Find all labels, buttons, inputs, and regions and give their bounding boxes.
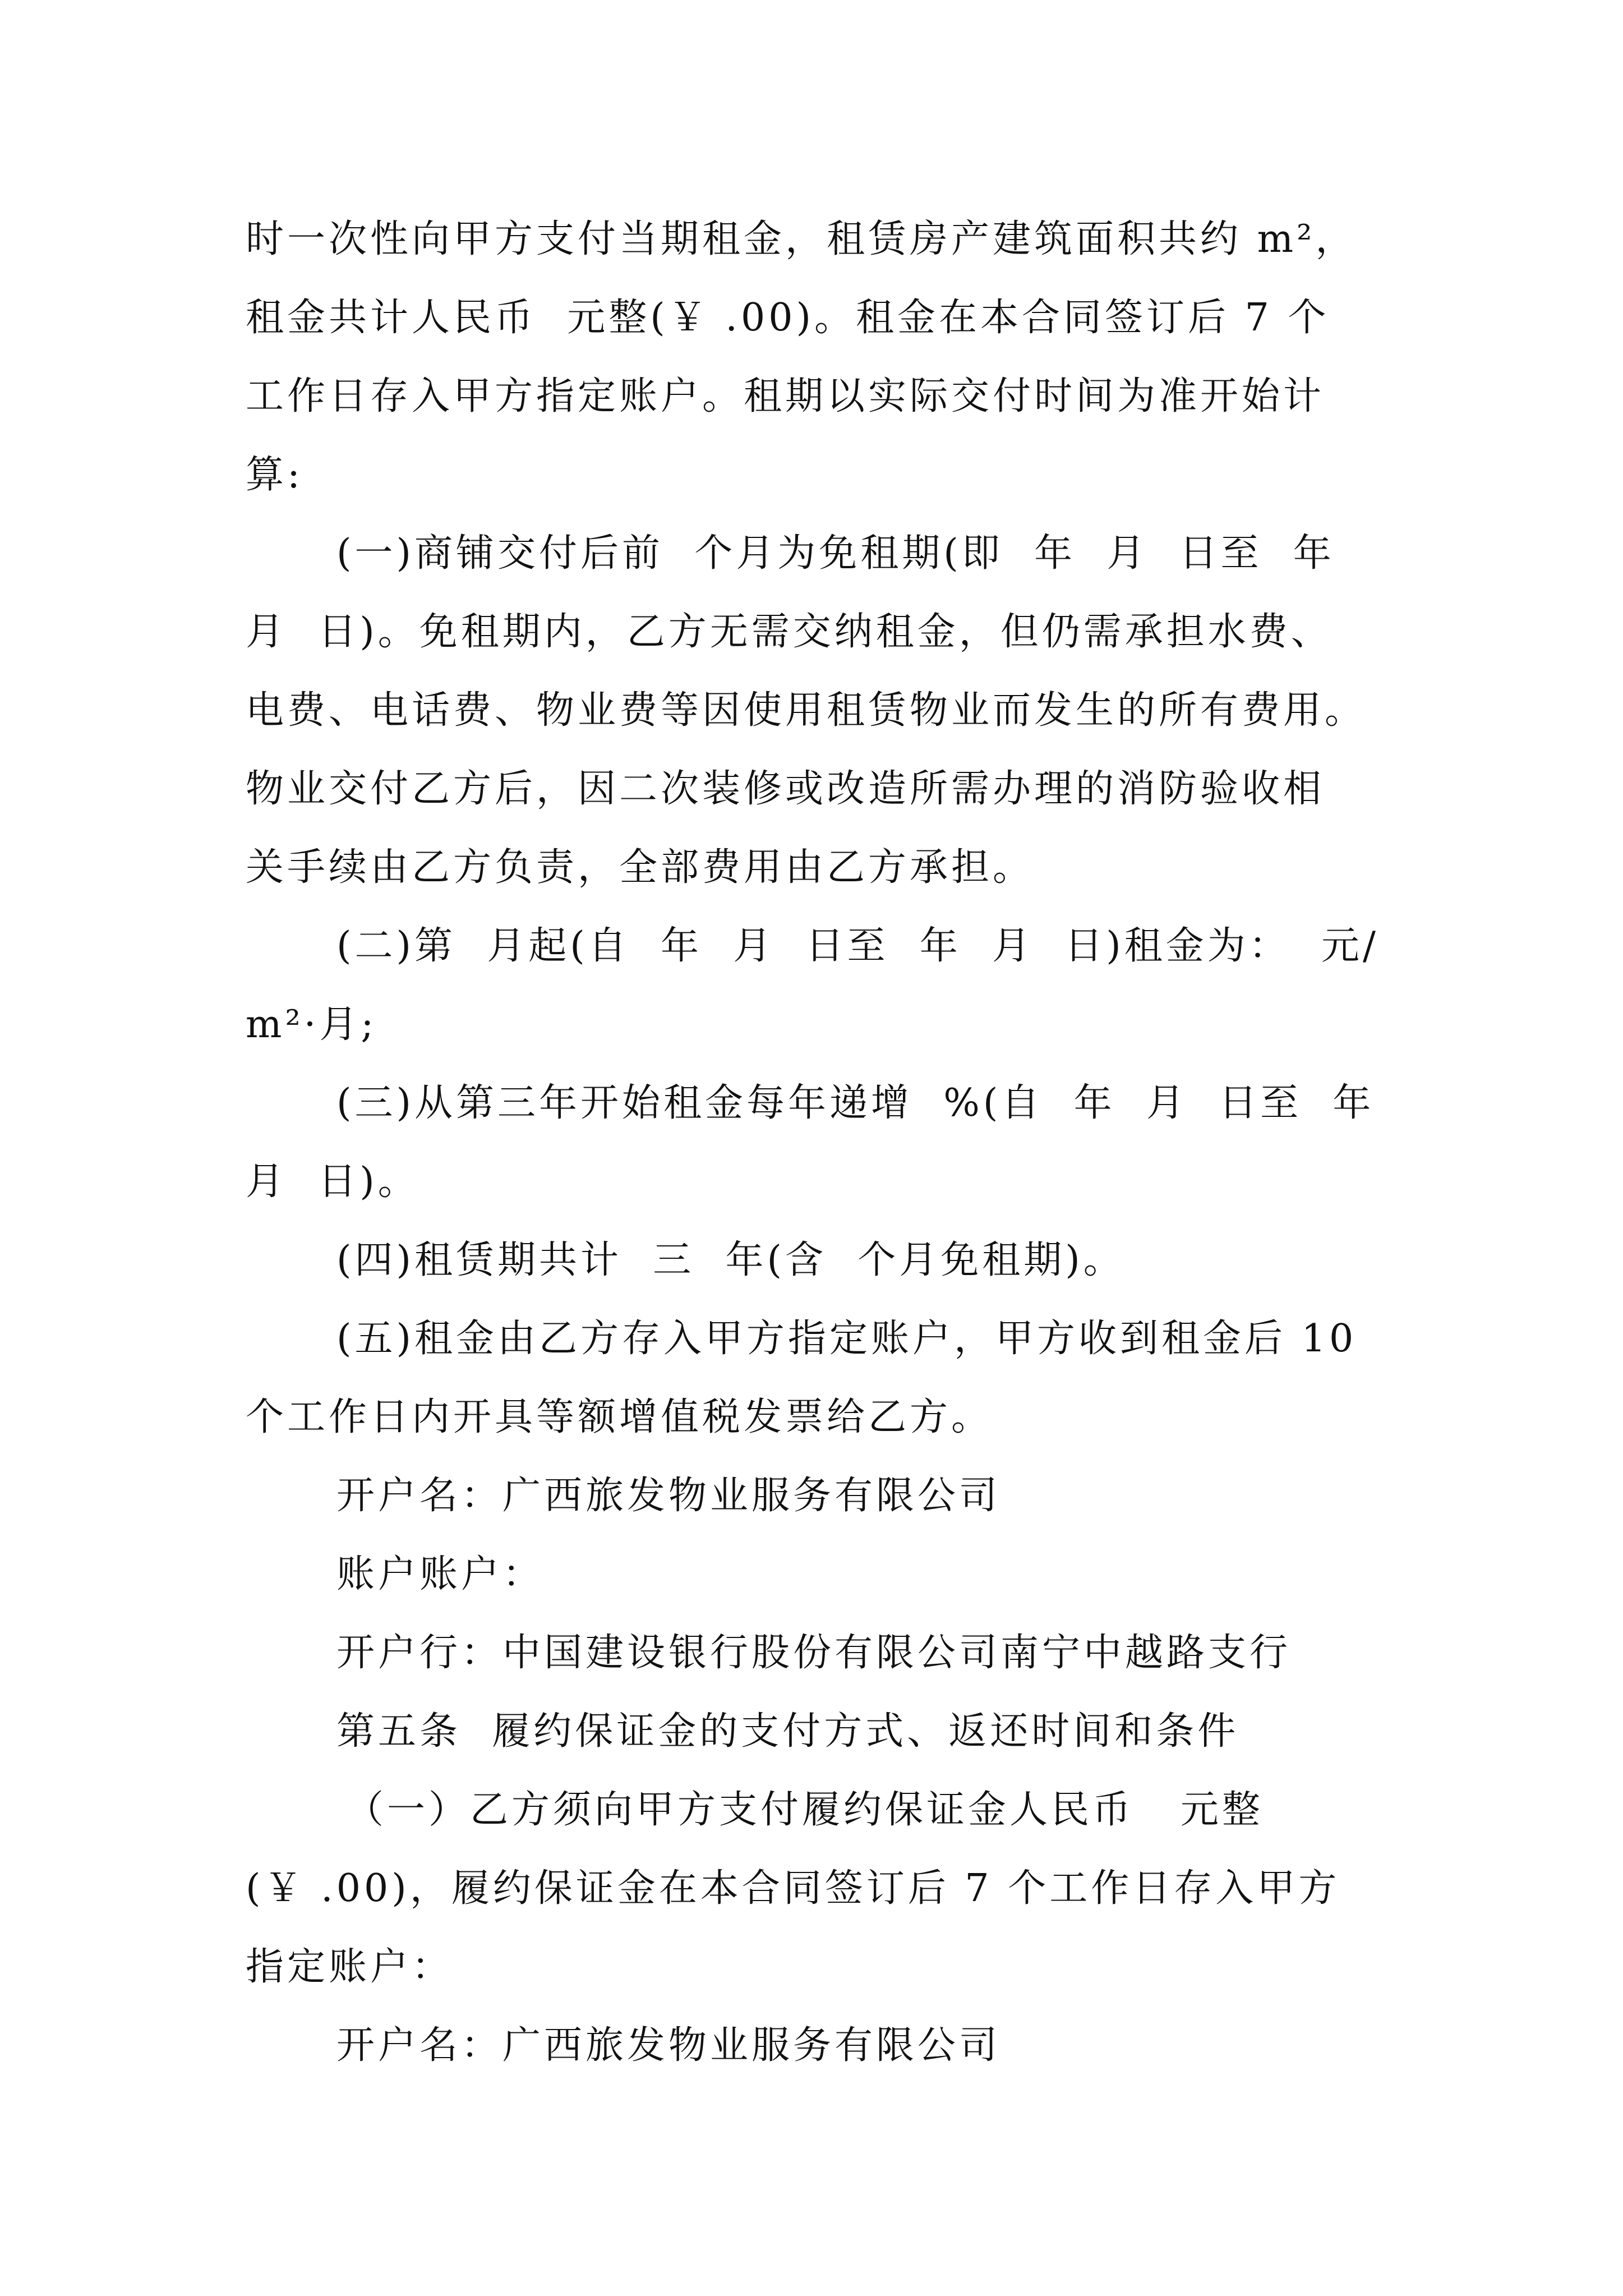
- bank-line: 开户行：中国建设银行股份有限公司南宁中越路支行: [336, 1631, 1292, 1675]
- paragraph-line: 月 日)。: [246, 1159, 419, 1204]
- clause-line: (四)租赁期共计 三 年(含 个月免租期)。: [336, 1238, 1125, 1282]
- paragraph-line: 算:: [246, 453, 303, 497]
- paragraph-line: 关手续由乙方负责，全部费用由乙方承担。: [246, 845, 1035, 890]
- paragraph-line: 指定账户：: [246, 1945, 454, 1989]
- clause-line: (三)从第三年开始租金每年递增 %(自 年 月 日至 年: [336, 1081, 1375, 1125]
- account-name-line: 开户名：广西旅发物业服务有限公司: [336, 2023, 1001, 2068]
- clause-line: （一）乙方须向甲方支付履约保证金人民币 元整: [345, 1788, 1264, 1832]
- paragraph-line: 物业交付乙方后，因二次装修或改造所需办理的消防验收相: [246, 767, 1325, 811]
- clause-line: (五)租金由乙方存入甲方指定账户，甲方收到租金后 10: [336, 1317, 1357, 1361]
- paragraph-line: 租金共计人民币 元整(￥ .00)。租金在本合同签订后 7 个: [246, 296, 1330, 340]
- paragraph-line: 电费、电话费、物业费等因使用租赁物业而发生的所有费用。: [246, 688, 1367, 733]
- paragraph-line: m²·月;: [246, 1002, 377, 1047]
- clause-line: (一)商铺交付后前 个月为免租期(即 年 月 日至 年: [336, 531, 1335, 576]
- clause-line: (二)第 月起(自 年 月 日至 年 月 日)租金为： 元/: [336, 924, 1379, 968]
- account-number-line: 账户账户：: [336, 1552, 545, 1596]
- paragraph-line: 个工作日内开具等额增值税发票给乙方。: [246, 1395, 993, 1439]
- account-name-line: 开户名：广西旅发物业服务有限公司: [336, 1474, 1001, 1518]
- paragraph-line: 工作日存入甲方指定账户。租期以实际交付时间为准开始计: [246, 374, 1325, 418]
- paragraph-line: 月 日)。免租期内，乙方无需交纳租金，但仍需承担水费、: [246, 610, 1332, 654]
- paragraph-line: 时一次性向甲方支付当期租金，租赁房产建筑面积共约 m²，: [246, 217, 1357, 261]
- paragraph-line: (￥ .00)，履约保证金在本合同签订后 7 个工作日存入甲方: [246, 1866, 1340, 1911]
- article-heading: 第五条 履约保证金的支付方式、返还时间和条件: [336, 1709, 1239, 1754]
